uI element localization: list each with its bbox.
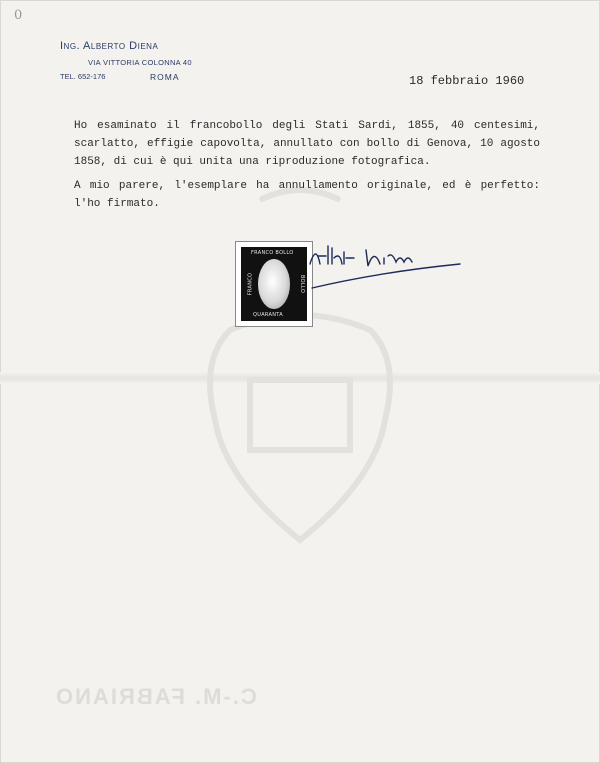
stamp-frame [241, 247, 307, 321]
letterhead-phone: TEL. 652-176 [60, 72, 106, 81]
paragraph-examination: Ho esaminato il francobollo degli Stati Sardi, 1855, 40 centesimi, scarlatto, effigie capovolta, annullato con bollo di Genova, 10 agosto 1858, di cui è qui unita una riproduzione fotografica. [74, 120, 540, 168]
handwritten-signature [300, 236, 470, 296]
paragraph-opinion: A mio parere, l'esemplare ha annullamento originale, ed è perfetto: l'ho firmato. [74, 180, 540, 210]
letterhead-city: ROMA [150, 72, 180, 82]
stamp-right-text: BOLLO [298, 274, 305, 294]
stamp-effigy [258, 259, 290, 309]
pencil-mark: 0 [14, 8, 23, 23]
letterhead [60, 40, 192, 82]
letter-date: 18 febbraio 1960 [409, 74, 525, 88]
stamp-top-text: FRANCO BOLLO [251, 250, 294, 256]
letter-body [74, 117, 540, 213]
letterhead-address: VIA VITTORIA COLONNA 40 [88, 58, 192, 67]
stamp-bottom-text: QUARANTA [253, 312, 283, 318]
stamp-left-text: FRANCO [247, 272, 254, 296]
watermark-logo: C.-M. FABRIANO [54, 684, 257, 709]
letterhead-name: Ing. Alberto Diena [60, 40, 159, 52]
